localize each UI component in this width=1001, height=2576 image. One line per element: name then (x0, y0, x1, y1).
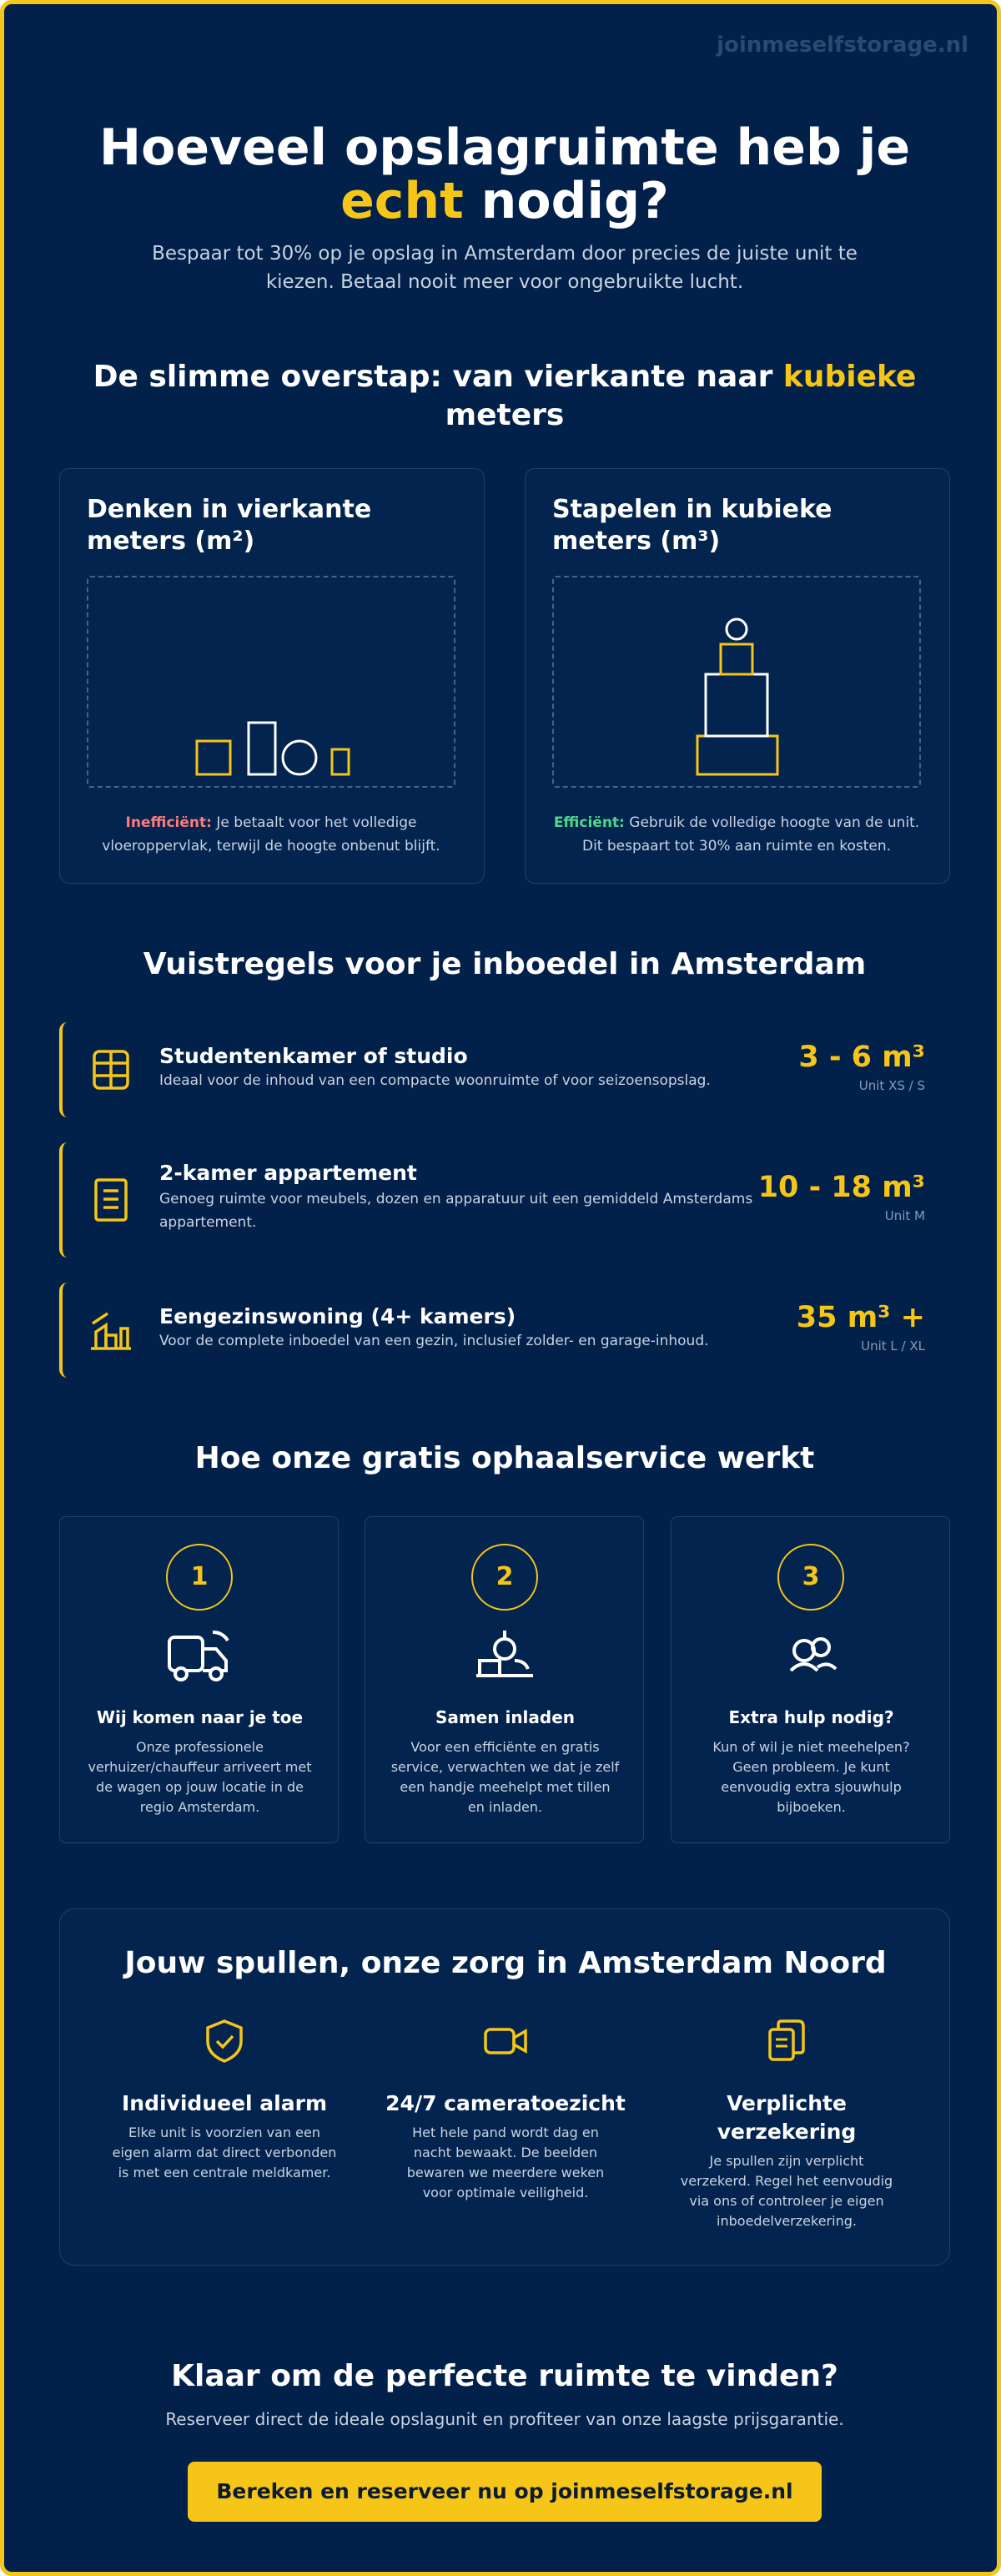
care-description: Je spullen zijn verplicht verzekerd. Regel het eenvoudig via ons of controleer je eigen inboedelverzekering. (680, 2153, 893, 2229)
rule-volume: 10 - 18 m³ (757, 1171, 925, 1204)
service-step-3 (671, 1516, 950, 1843)
rule-name: 2-kamer appartement (159, 1161, 417, 1185)
rule-unit: Unit XS / S (858, 1078, 925, 1093)
care-title: Verplichte verzekering (717, 2091, 857, 2144)
documents-icon (765, 2018, 808, 2064)
hero-title (54, 118, 955, 230)
studio-icon (88, 1046, 134, 1093)
care-description: Elke unit is voorzien van een eigen alarm dat direct verbonden is met een centrale meldkamer. (112, 2125, 337, 2180)
security-panel (59, 1908, 950, 2266)
inefficient-text: Je betaalt voor het volledige vloeroppervlak, terwijl de hoogte onbenut blijft. (102, 814, 440, 854)
efficient-label: Efficiënt: (553, 814, 625, 831)
step-number: 2 (471, 1544, 538, 1611)
step-number: 3 (777, 1544, 844, 1611)
cubic-card-description (551, 811, 923, 858)
hero-title-accent: echt (340, 172, 464, 230)
rule-unit: Unit M (884, 1208, 925, 1223)
step-title: Extra hulp nodig? (728, 1707, 894, 1727)
step-title: Wij komen naar je toe (96, 1707, 304, 1727)
shield-check-icon (203, 2018, 246, 2064)
square-meters-card (59, 468, 485, 884)
cta-subtitle: Reserveer direct de ideale opslagunit en profiteer van onze laagste prijsgarantie. (165, 2409, 844, 2429)
step-description: Voor een efficiënte en gratis service, verwachten we dat je zelf een handje meehelpt met tillen en inladen. (390, 1739, 620, 1815)
square-card-title: Denken in vierkante meters (m²) (87, 495, 372, 556)
square-card-description (85, 811, 457, 858)
step-number: 1 (166, 1544, 233, 1611)
cubic-meters-card (525, 468, 950, 884)
care-description: Het hele pand wordt dag en nacht bewaakt. De beelden bewaren we meerdere weken voor optimale veiligheid. (406, 2125, 605, 2200)
hero-subtitle: Bespaar tot 30% op je opslag in Amsterdam door precies de juiste unit te kiezen. Betaal nooit meer voor ongebruikte lucht. (152, 243, 858, 293)
care-heading: Jouw spullen, onze zorg in Amsterdam Noord (124, 1946, 887, 1980)
rule-unit: Unit L / XL (861, 1338, 925, 1354)
video-camera-icon (484, 2018, 527, 2064)
hero-title-part1: Hoeveel opslagruimte heb je (98, 118, 911, 177)
house-icon (88, 1307, 134, 1354)
step-title: Samen inladen (435, 1707, 576, 1727)
service-step-2 (365, 1516, 644, 1843)
rule-volume: 3 - 6 m³ (798, 1041, 925, 1074)
compare-heading (54, 358, 955, 435)
helpers-icon (777, 1627, 844, 1686)
site-domain: joinmeselfstorage.nl (717, 33, 968, 58)
cubic-card-title: Stapelen in kubieke meters (m³) (552, 495, 832, 556)
rule-description: Genoeg ruimte voor meubels, dozen en apparatuur uit een gemiddeld Amsterdams appartement. (159, 1191, 753, 1231)
hero-title-part2: nodig? (480, 172, 669, 230)
care-title: 24/7 cameratoezicht (385, 2091, 626, 2115)
efficient-text: Gebruik de volledige hoogte van de unit. Dit bespaart tot 30% aan ruimte en kosten. (581, 814, 920, 854)
rule-item-apartment (59, 1142, 950, 1258)
compare-heading-part1: De slimme overstap: van vierkante naar (93, 360, 773, 394)
rule-volume: 35 m³ + (796, 1301, 925, 1334)
rule-description: Ideaal voor de inhoud van een compacte woonruimte of voor seizoensopslag. (159, 1072, 711, 1089)
square-illustration (87, 576, 455, 788)
apartment-icon (88, 1177, 134, 1223)
truck-icon (166, 1627, 233, 1686)
step-description: Onze professionele verhuizer/chauffeur arriveert met de wagen op jouw locatie in de regio Amsterdam. (88, 1739, 312, 1815)
rule-name: Studentenkamer of studio (159, 1044, 468, 1068)
rule-name: Eengezinswoning (4+ kamers) (159, 1304, 516, 1328)
rule-description: Voor de complete inboedel van een gezin, inclusief zolder- en garage-inhoud. (159, 1333, 709, 1349)
rule-item-house (59, 1283, 950, 1378)
service-step-1 (59, 1516, 339, 1843)
care-title: Individueel alarm (122, 2091, 327, 2115)
rules-heading: Vuistregels voor je inboedel in Amsterdam (143, 947, 867, 981)
service-heading: Hoe onze gratis ophaalservice werkt (194, 1441, 815, 1475)
compare-heading-part2: meters (445, 398, 565, 432)
stacked-items-icon (554, 577, 923, 789)
cubic-illustration (552, 576, 921, 788)
step-description: Kun of wil je niet meehelpen? Geen probleem. Je kunt eenvoudig extra sjouwhulp bijboeken. (712, 1739, 910, 1815)
rule-item-studio (59, 1022, 950, 1117)
compare-heading-accent: kubieke (782, 360, 917, 394)
reserve-button[interactable]: Bereken en reserveer nu op joinmeselfstorage.nl (188, 2462, 822, 2522)
scattered-items-icon (88, 577, 457, 789)
loading-icon (471, 1627, 538, 1686)
cta-title: Klaar om de perfecte ruimte te vinden? (171, 2359, 838, 2393)
inefficient-label: Inefficiënt: (125, 814, 212, 831)
